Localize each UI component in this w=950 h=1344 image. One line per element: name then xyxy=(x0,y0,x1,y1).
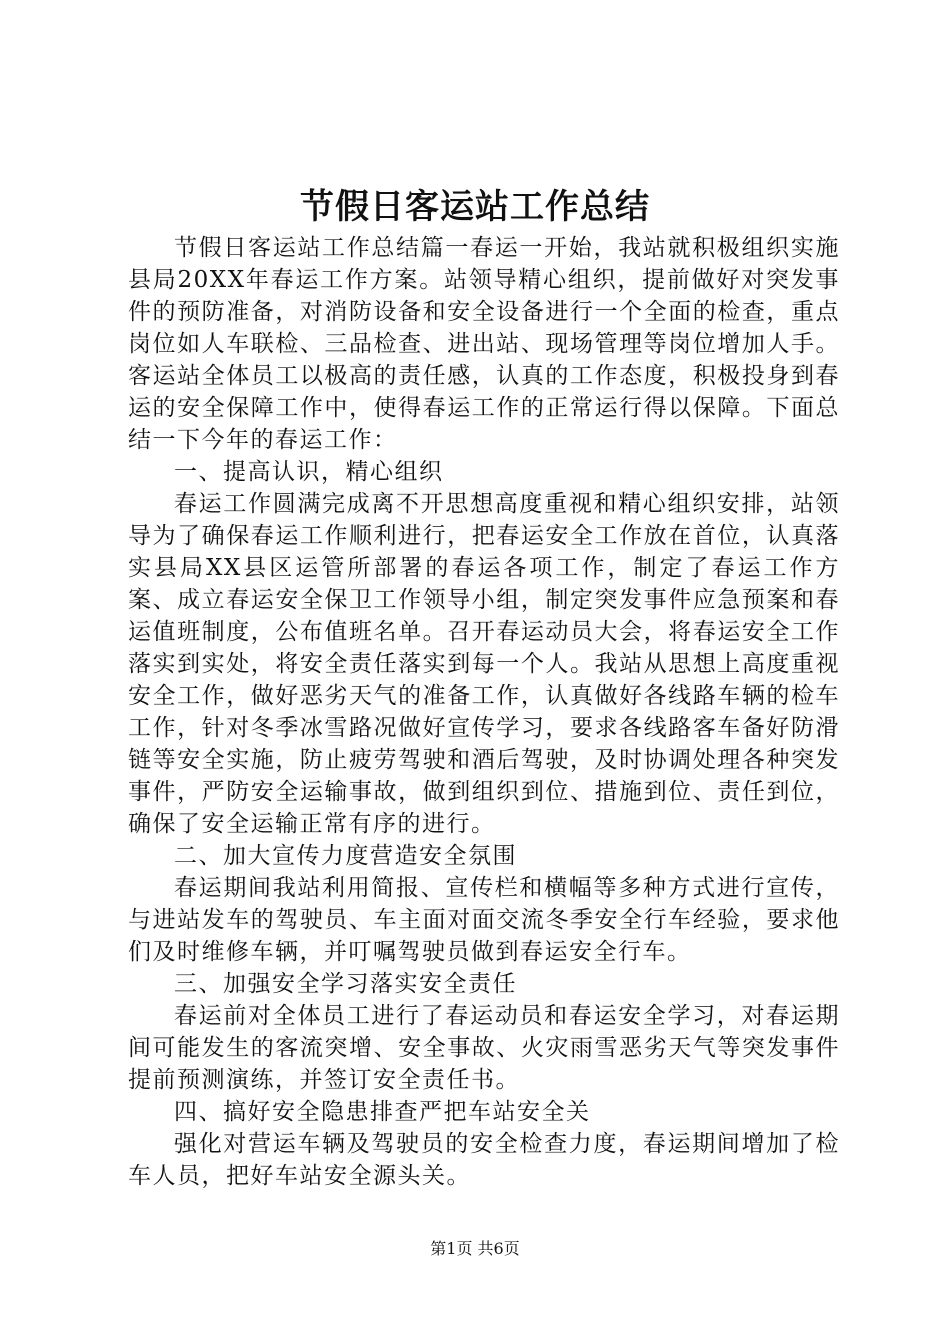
paragraph-section-1: 春运工作圆满完成离不开思想高度重视和精心组织安排，站领导为了确保春运工作顺利进行，把春运安全工作放在首位，认真落实县局XX县区运管所部署的春运各项工作，制定了春运工作方案、成立春运安全保卫工作领导小组，制定突发事件应急预案和春运值班制度，公布值班名单。召开春运动员大会，将春运安全工作落实到实处，将安全责任落实到每一个人。我站从思想上高度重视安全工作，做好恶劣天气的准备工作，认真做好各线路车辆的检车工作，针对冬季冰雪路况做好宣传学习，要求各线路客车备好防滑链等安全实施，防止疲劳驾驶和酒后驾驶，及时协调处理各种突发事件，严防安全运输事故，做到组织到位、措施到位、责任到位，确保了安全运输正常有序的进行。 xyxy=(128,491,840,837)
section-heading-2: 二、加大宣传力度营造安全氛围 xyxy=(174,843,517,869)
section-heading-3: 三、加强安全学习落实安全责任 xyxy=(174,971,517,997)
paragraph-intro: 节假日客运站工作总结篇一春运一开始，我站就积极组织实施县局20XX年春运工作方案。站领导精心组织，提前做好对突发事件的预防准备，对消防设备和安全设备进行一个全面的检查，重点岗位如人车联检、三品检查、进出站、现场管理等岗位增加人手。客运站全体员工以极高的责任感，认真的工作态度，积极投身到春运的安全保障工作中，使得春运工作的正常运行得以保障。下面总结一下今年的春运工作： xyxy=(128,235,840,453)
page-footer: 第1页 共6页 xyxy=(430,1239,520,1258)
paragraph-section-3: 春运前对全体员工进行了春运动员和春运安全学习，对春运期间可能发生的客流突增、安全事故、火灾雨雪恶劣天气等突发事件提前预测演练，并签订安全责任书。 xyxy=(128,1003,840,1093)
document-body xyxy=(128,232,840,1192)
section-heading-4: 四、搞好安全隐患排查严把车站安全关 xyxy=(174,1099,591,1125)
section-heading-1: 一、提高认识，精心组织 xyxy=(174,459,444,485)
paragraph-section-4: 强化对营运车辆及驾驶员的安全检查力度，春运期间增加了检车人员，把好车站安全源头关。 xyxy=(128,1131,840,1189)
document-title: 节假日客运站工作总结 xyxy=(300,187,650,227)
paragraph-section-2: 春运期间我站利用简报、宣传栏和横幅等多种方式进行宣传，与进站发车的驾驶员、车主面对面交流冬季安全行车经验，要求他们及时维修车辆，并叮嘱驾驶员做到春运安全行车。 xyxy=(128,875,840,965)
